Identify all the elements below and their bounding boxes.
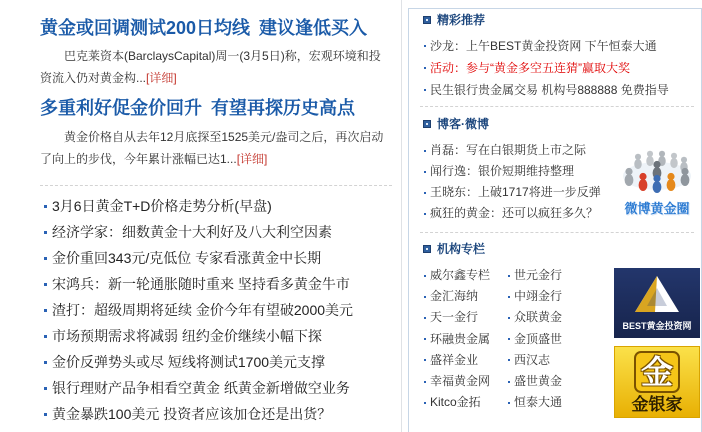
institution-link[interactable]: 幸福黄金网 bbox=[423, 371, 507, 392]
blog-list bbox=[423, 140, 601, 224]
section-header-featured bbox=[423, 9, 485, 31]
institution-grid bbox=[423, 265, 591, 413]
divider bbox=[40, 185, 392, 186]
read-more-link[interactable]: [详细] bbox=[236, 152, 268, 166]
institution-row bbox=[423, 286, 591, 307]
news-link[interactable]: 经济学家：细数黄金十大利好及八大利空因素 bbox=[52, 224, 332, 240]
headline-summary bbox=[40, 45, 385, 89]
section-title: 精彩推荐 bbox=[437, 13, 486, 27]
section-title: 博客·微博 bbox=[437, 117, 489, 131]
read-more-link[interactable]: [详细] bbox=[146, 71, 177, 85]
gold-character-seal bbox=[634, 351, 680, 393]
news-link[interactable]: 银行理财产品争相看空黄金 纸黄金新增做空业务 bbox=[52, 380, 350, 396]
list-item bbox=[423, 35, 669, 57]
institution-link[interactable]: 恒泰大通 bbox=[507, 392, 591, 413]
section-title: 机构专栏 bbox=[437, 242, 486, 256]
summary-text: 黄金价格自从去年12月底探至1525美元/盎司之后，再次启动了向上的步伐，今年累计涨幅已达1... bbox=[40, 130, 384, 166]
headline-summary bbox=[40, 126, 385, 170]
institution-link[interactable]: 威尔鑫专栏 bbox=[423, 265, 507, 286]
news-list-item bbox=[40, 375, 353, 401]
institution-link[interactable]: 环融贵金属 bbox=[423, 329, 507, 350]
news-list-item bbox=[40, 349, 353, 375]
news-list bbox=[40, 193, 353, 427]
institution-link[interactable]: 金顶盛世 bbox=[507, 329, 591, 350]
headline-link[interactable]: 多重利好促金价回升 有望再探历史高点 bbox=[40, 98, 355, 118]
divider bbox=[420, 106, 694, 107]
news-list-item bbox=[40, 271, 353, 297]
person-figure bbox=[670, 153, 677, 168]
institution-link[interactable]: 中翊金行 bbox=[507, 286, 591, 307]
institution-link[interactable]: Kitco金拓 bbox=[423, 392, 507, 413]
sidebar-panel bbox=[408, 8, 702, 432]
featured-link-highlighted[interactable]: 活动：参与“黄金多空五连猜”赢取大奖 bbox=[430, 61, 630, 75]
institution-row bbox=[423, 265, 591, 286]
news-link[interactable]: 渣打：超级周期将延续 金价今年有望破2000美元 bbox=[52, 302, 354, 318]
weibo-gold-circle-banner[interactable] bbox=[614, 140, 700, 222]
square-bullet-icon bbox=[423, 245, 431, 253]
news-list-item bbox=[40, 401, 353, 427]
blog-link[interactable]: 肖磊：写在白银期货上市之际 bbox=[430, 143, 587, 157]
institution-link[interactable]: 众联黄金 bbox=[507, 307, 591, 328]
person-figure bbox=[646, 151, 653, 166]
institution-link[interactable]: 西汉志 bbox=[507, 350, 591, 371]
news-link[interactable]: 金价反弹势头或尽 短线将测试1700美元支撑 bbox=[52, 354, 326, 370]
section-header-blog bbox=[423, 113, 489, 135]
blog-link[interactable]: 王晓东：上破1717将进一步反弹 bbox=[430, 185, 601, 199]
list-item bbox=[423, 161, 601, 182]
person-figure bbox=[634, 154, 641, 169]
institution-row bbox=[423, 329, 591, 350]
person-figure bbox=[653, 175, 662, 193]
banner-caption: 微博黄金圈 bbox=[624, 201, 690, 216]
list-item bbox=[423, 182, 601, 203]
divider bbox=[420, 232, 694, 233]
pyramid-icon bbox=[614, 268, 700, 318]
institution-link[interactable]: 世元金行 bbox=[507, 265, 591, 286]
blog-link[interactable]: 闻行逸：银价短期维持整理 bbox=[430, 164, 575, 178]
square-bullet-icon bbox=[423, 120, 431, 128]
person-figure bbox=[625, 168, 634, 186]
logo-caption: 金银家 bbox=[631, 395, 683, 414]
institution-row bbox=[423, 392, 591, 413]
square-bullet-icon bbox=[423, 16, 431, 24]
news-link[interactable]: 市场预期需求将减弱 纽约金价继续小幅下探 bbox=[52, 328, 322, 344]
list-item bbox=[423, 140, 601, 161]
institution-row bbox=[423, 307, 591, 328]
list-item bbox=[423, 57, 669, 79]
featured-link[interactable]: 沙龙：上午BEST黄金投资网 下午恒泰大通 bbox=[430, 39, 657, 53]
news-list-item bbox=[40, 297, 353, 323]
logo-caption: BEST黄金投资网 bbox=[622, 321, 692, 331]
news-list-item bbox=[40, 219, 353, 245]
seal-glyph: 金 bbox=[640, 354, 673, 390]
institution-link[interactable]: 天一金行 bbox=[423, 307, 507, 328]
list-item bbox=[423, 203, 601, 224]
summary-text: 巴克莱资本(BarclaysCapital)周一(3月5日)称，宏观环境和投资流入仍对黄金构... bbox=[40, 49, 381, 85]
news-link[interactable]: 黄金暴跌100美元 投资者应该加仓还是出货？ bbox=[52, 406, 332, 422]
list-item bbox=[423, 79, 669, 101]
person-figure bbox=[681, 168, 690, 186]
news-link[interactable]: 3月6日黄金T+D价格走势分析(早盘) bbox=[52, 198, 272, 214]
jinyinjia-logo[interactable] bbox=[614, 346, 700, 418]
institution-row bbox=[423, 350, 591, 371]
headline-link[interactable]: 黄金或回调测试200日均线 建议逢低买入 bbox=[40, 18, 368, 38]
person-figure bbox=[639, 173, 648, 191]
person-figure bbox=[667, 173, 676, 191]
institution-link[interactable]: 盛世黄金 bbox=[507, 371, 591, 392]
news-list-item bbox=[40, 323, 353, 349]
people-circle-illustration bbox=[614, 140, 700, 198]
featured-list bbox=[423, 35, 669, 101]
news-list-item bbox=[40, 245, 353, 271]
best-gold-investment-logo[interactable] bbox=[614, 268, 700, 338]
featured-link[interactable]: 民生银行贵金属交易 机构号888888 免费指导 bbox=[430, 83, 669, 97]
news-link[interactable]: 金价重回343元/克低位 专家看涨黄金中长期 bbox=[52, 250, 322, 266]
section-header-institutions bbox=[423, 238, 485, 260]
news-link[interactable]: 宋鸿兵：新一轮通胀随时重来 坚持看多黄金牛市 bbox=[52, 276, 350, 292]
institution-link[interactable]: 盛祥金业 bbox=[423, 350, 507, 371]
blog-link[interactable]: 疯狂的黄金：还可以疯狂多久？ bbox=[430, 206, 599, 220]
institution-link[interactable]: 金汇海纳 bbox=[423, 286, 507, 307]
institution-row bbox=[423, 371, 591, 392]
news-list-item bbox=[40, 193, 353, 219]
